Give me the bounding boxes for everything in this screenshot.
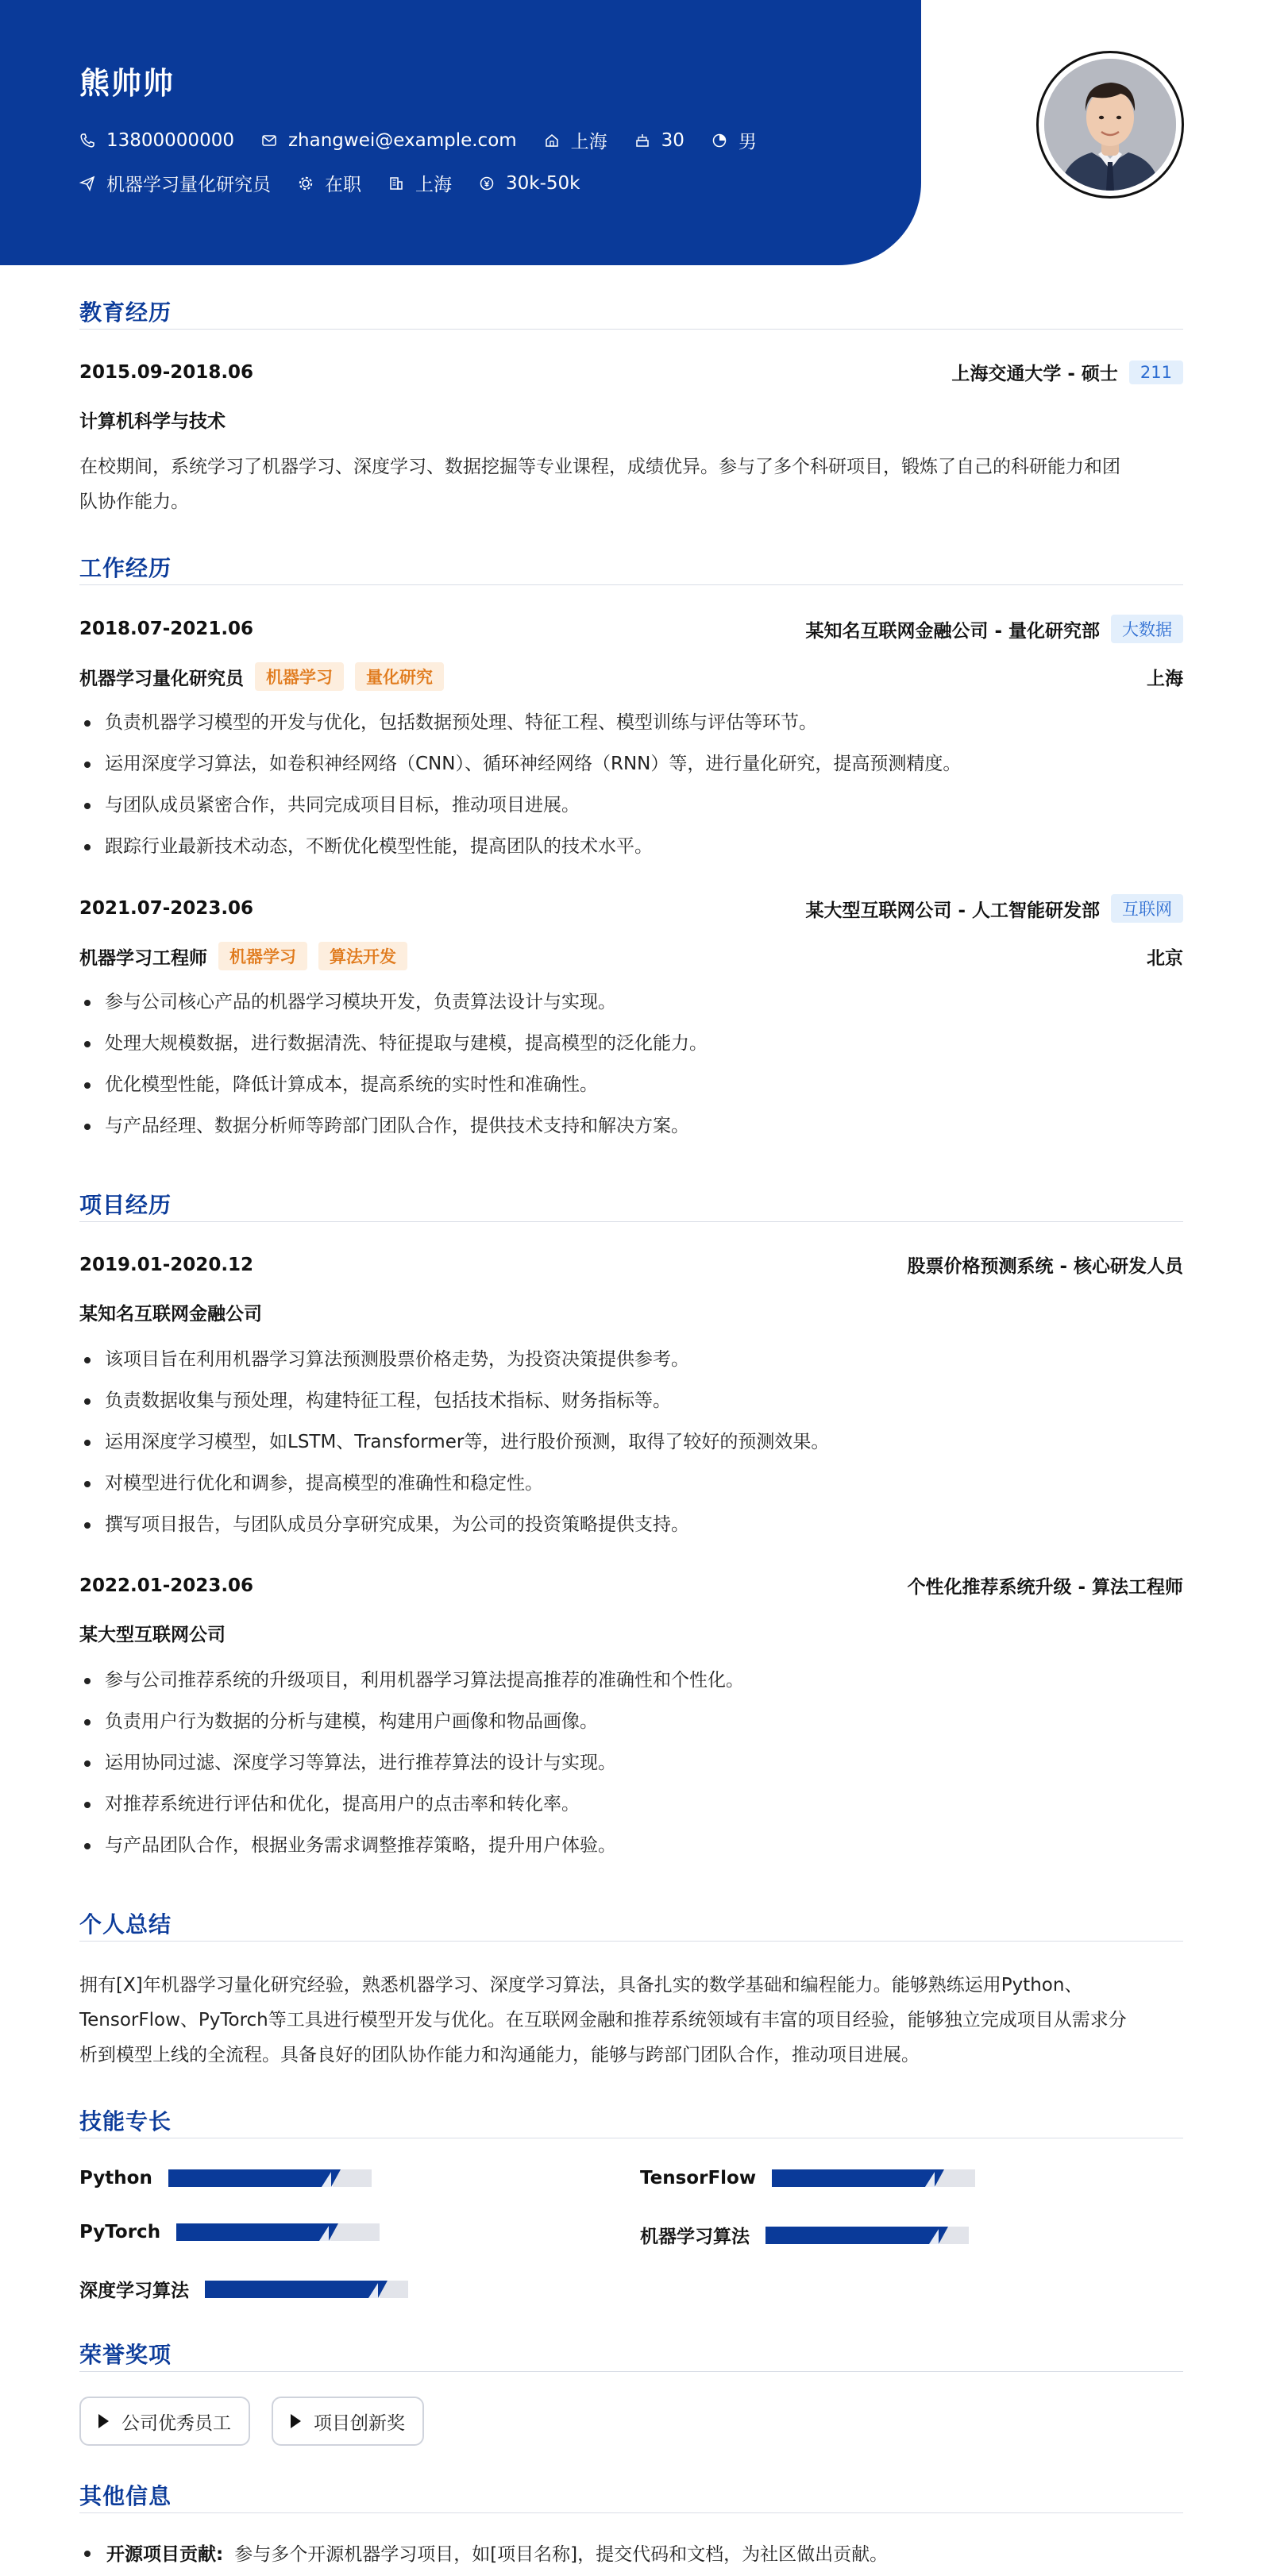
divider (79, 329, 1183, 330)
list-item: 负责机器学习模型的开发与优化，包括数据预处理、特征工程、模型训练与评估等环节。 (79, 702, 1183, 743)
project-header-row (79, 1572, 1183, 1598)
work-title: 机器学习量化研究员 (79, 668, 244, 689)
work-location: 上海 (1147, 668, 1183, 689)
project-org-row (79, 1299, 1183, 1325)
candidate-name: 熊帅帅 (79, 66, 175, 101)
position-text: 机器学习量化研究员 (106, 175, 271, 195)
project-name: 股票价格预测系统 - 核心研发人员 (907, 1256, 1183, 1277)
award-label: 项目创新奖 (314, 2412, 405, 2434)
project-bullets (79, 1339, 1183, 1545)
work-industry-badge: 大数据 (1111, 615, 1183, 643)
section-summary-title: 个人总结 (79, 1911, 172, 1938)
skill-bar-track (176, 2223, 380, 2241)
work-title-row (79, 662, 1183, 691)
skill-bar-track (765, 2227, 969, 2244)
project-date: 2022.01-2023.06 (79, 1575, 254, 1596)
building-icon (388, 175, 404, 191)
work-tag: 算法开发 (318, 942, 407, 970)
skill-name: 机器学习算法 (640, 2227, 750, 2247)
skill-name: 深度学习算法 (79, 2281, 189, 2301)
section-education-title: 教育经历 (79, 299, 172, 326)
work-company-group (805, 894, 1183, 923)
contact-row (79, 127, 784, 153)
list-item: 运用深度学习模型，如LSTM、Transformer等，进行股价预测，取得了较好的预测效果。 (79, 1421, 1183, 1463)
skill-python (79, 2168, 372, 2188)
education-school-group (951, 359, 1183, 385)
play-icon (291, 2414, 301, 2428)
gender-icon (711, 133, 727, 148)
work-location: 北京 (1147, 947, 1183, 969)
list-item: 运用深度学习算法，如卷积神经网络（CNN）、循环神经网络（RNN）等，进行量化研究，提高预测精度。 (79, 743, 1183, 785)
work-company-group (805, 615, 1183, 643)
work-header-row (79, 894, 1183, 923)
section-work-title: 工作经历 (79, 555, 172, 581)
list-item: 撰写项目报告，与团队成员分享研究成果，为公司的投资策略提供支持。 (79, 1504, 1183, 1545)
phone-item (79, 130, 234, 151)
award-label: 公司优秀员工 (121, 2412, 231, 2434)
project-name: 个性化推荐系统升级 - 算法工程师 (907, 1577, 1183, 1598)
education-badge: 211 (1129, 361, 1183, 384)
skill-bar-track (205, 2281, 408, 2298)
work-tag: 机器学习 (255, 662, 344, 691)
list-item: 对模型进行优化和调参，提高模型的准确性和稳定性。 (79, 1463, 1183, 1504)
skill-name: PyTorch (79, 2222, 161, 2242)
work-tag: 机器学习 (218, 942, 307, 970)
work-city-text: 上海 (415, 175, 452, 195)
section-awards-title: 荣誉奖项 (79, 2342, 172, 2368)
gender-text: 男 (738, 132, 757, 152)
section-projects-title: 项目经历 (79, 1192, 172, 1218)
divider (79, 1221, 1183, 1222)
play-icon (98, 2414, 109, 2428)
skill-bar-fill (205, 2281, 378, 2298)
education-date: 2015.09-2018.06 (79, 361, 254, 383)
city-text: 上海 (570, 132, 607, 152)
divider (79, 1941, 1183, 1942)
section-other-title: 其他信息 (79, 2483, 172, 2509)
cake-icon (634, 133, 650, 148)
award-chip (79, 2397, 250, 2446)
skill-name: TensorFlow (640, 2168, 757, 2188)
skill-bar-fill (765, 2227, 939, 2244)
project-header-row (79, 1251, 1183, 1278)
skill-bar-fill (168, 2169, 331, 2187)
skill-tensorflow (640, 2168, 975, 2188)
status-item (298, 170, 361, 196)
skill-name: Python (79, 2168, 152, 2188)
list-item: 与团队成员紧密合作，共同完成项目目标，推动项目进展。 (79, 785, 1183, 826)
education-school: 上海交通大学 - 硕士 (951, 364, 1118, 384)
education-desc-line: 在校期间，系统学习了机器学习、深度学习、数据挖掘等专业课程，成绩优异。参与了多个科研项目，锻炼了自己的科研能力和团 (79, 457, 1120, 477)
age-item (634, 130, 684, 151)
work-title: 机器学习工程师 (79, 947, 207, 969)
work-bullets (79, 981, 1183, 1147)
education-major-row (79, 407, 1183, 433)
other-info-text: 参与多个开源机器学习项目，如[项目名称]，提交代码和文档，为社区做出贡献。 (234, 2544, 889, 2565)
work-title-group (79, 942, 407, 970)
avatar-frame (1036, 51, 1184, 199)
position-item (79, 170, 271, 196)
summary-line: TensorFlow、PyTorch等工具进行模型开发与优化。在互联网金融和推荐系统领域有丰富的项目经验，能够独立完成项目从需求分 (79, 2010, 1127, 2030)
phone-text: 13800000000 (106, 129, 234, 151)
work-header-row (79, 615, 1183, 643)
project-org: 某知名互联网金融公司 (79, 1304, 262, 1325)
project-date: 2019.01-2020.12 (79, 1254, 254, 1275)
list-item: 负责用户行为数据的分析与建模，构建用户画像和物品画像。 (79, 1701, 1183, 1742)
divider (79, 584, 1183, 585)
salary-text: 30k-50k (506, 172, 580, 194)
age-text: 30 (661, 129, 684, 151)
work-date: 2021.07-2023.06 (79, 898, 254, 919)
skill-bar-track (168, 2169, 372, 2187)
list-item: 对推荐系统进行评估和优化，提高用户的点击率和转化率。 (79, 1784, 1183, 1825)
phone-icon (79, 133, 95, 148)
skill-ml-algorithms (640, 2222, 969, 2248)
skill-bar-track (772, 2169, 975, 2187)
home-icon (544, 133, 560, 148)
work-tag: 量化研究 (355, 662, 444, 691)
divider (79, 2371, 1183, 2372)
section-skills-title: 技能专长 (79, 2108, 172, 2134)
skill-dl-algorithms (79, 2276, 408, 2302)
list-item: 该项目旨在利用机器学习算法预测股票价格走势，为投资决策提供参考。 (79, 1339, 1183, 1380)
mail-icon (261, 133, 277, 148)
status-text: 在职 (325, 175, 361, 195)
skill-bar-fill (772, 2169, 935, 2187)
project-org: 某大型互联网公司 (79, 1625, 226, 1645)
summary-line: 拥有[X]年机器学习量化研究经验，熟悉机器学习、深度学习算法，具备扎实的数学基础和编程能力。能够熟练运用Python、 (79, 1975, 1083, 1996)
project-org-row (79, 1620, 1183, 1646)
education-major: 计算机科学与技术 (79, 411, 226, 432)
work-title-group (79, 662, 444, 691)
list-item: 负责数据收集与预处理，构建特征工程，包括技术指标、财务指标等。 (79, 1380, 1183, 1421)
work-city-item (388, 170, 452, 196)
job-intent-row (79, 170, 607, 196)
summary-line: 析到模型上线的全流程。具备良好的团队协作能力和沟通能力，能够与跨部门团队合作，推动项目进展。 (79, 2045, 920, 2065)
email-text: zhangwei@example.com (287, 129, 517, 151)
project-bullets (79, 1660, 1183, 1866)
summary-paragraph (79, 1968, 1183, 2073)
other-info-label: 开源项目贡献: (106, 2544, 224, 2565)
gear-icon (298, 175, 314, 191)
list-item: 优化模型性能，降低计算成本，提高系统的实时性和准确性。 (79, 1064, 1183, 1105)
bullet-dot (84, 2551, 91, 2557)
divider (79, 2512, 1183, 2513)
email-item (261, 130, 517, 151)
city-item (544, 127, 607, 153)
list-item: 跟踪行业最新技术动态，不断优化模型性能，提高团队的技术水平。 (79, 826, 1183, 867)
skill-pytorch (79, 2222, 380, 2242)
list-item: 参与公司推荐系统的升级项目，利用机器学习算法提高推荐的准确性和个性化。 (79, 1660, 1183, 1701)
send-icon (79, 175, 95, 191)
other-info-item (79, 2539, 1183, 2566)
work-title-row (79, 942, 1183, 970)
education-desc-line: 队协作能力。 (79, 492, 189, 512)
list-item: 参与公司核心产品的机器学习模块开发，负责算法设计与实现。 (79, 981, 1183, 1023)
education-header-row (79, 359, 1183, 385)
list-item: 与产品团队合作，根据业务需求调整推荐策略，提升用户体验。 (79, 1825, 1183, 1866)
list-item: 处理大规模数据，进行数据清洗、特征提取与建模，提高模型的泛化能力。 (79, 1023, 1183, 1064)
work-date: 2018.07-2021.06 (79, 619, 254, 639)
work-company: 某知名互联网金融公司 - 量化研究部 (805, 620, 1100, 642)
education-description (79, 449, 1183, 519)
list-item: 与产品经理、数据分析师等跨部门团队合作，提供技术支持和解决方案。 (79, 1105, 1183, 1147)
work-company: 某大型互联网公司 - 人工智能研发部 (805, 900, 1100, 921)
work-industry-badge: 互联网 (1111, 894, 1183, 923)
work-bullets (79, 702, 1183, 867)
avatar (1044, 59, 1176, 191)
money-icon (479, 175, 495, 191)
list-item: 运用协同过滤、深度学习等算法，进行推荐算法的设计与实现。 (79, 1742, 1183, 1784)
award-chip (272, 2397, 424, 2446)
salary-item (479, 173, 580, 194)
gender-item (711, 127, 757, 153)
skill-bar-fill (176, 2223, 329, 2241)
